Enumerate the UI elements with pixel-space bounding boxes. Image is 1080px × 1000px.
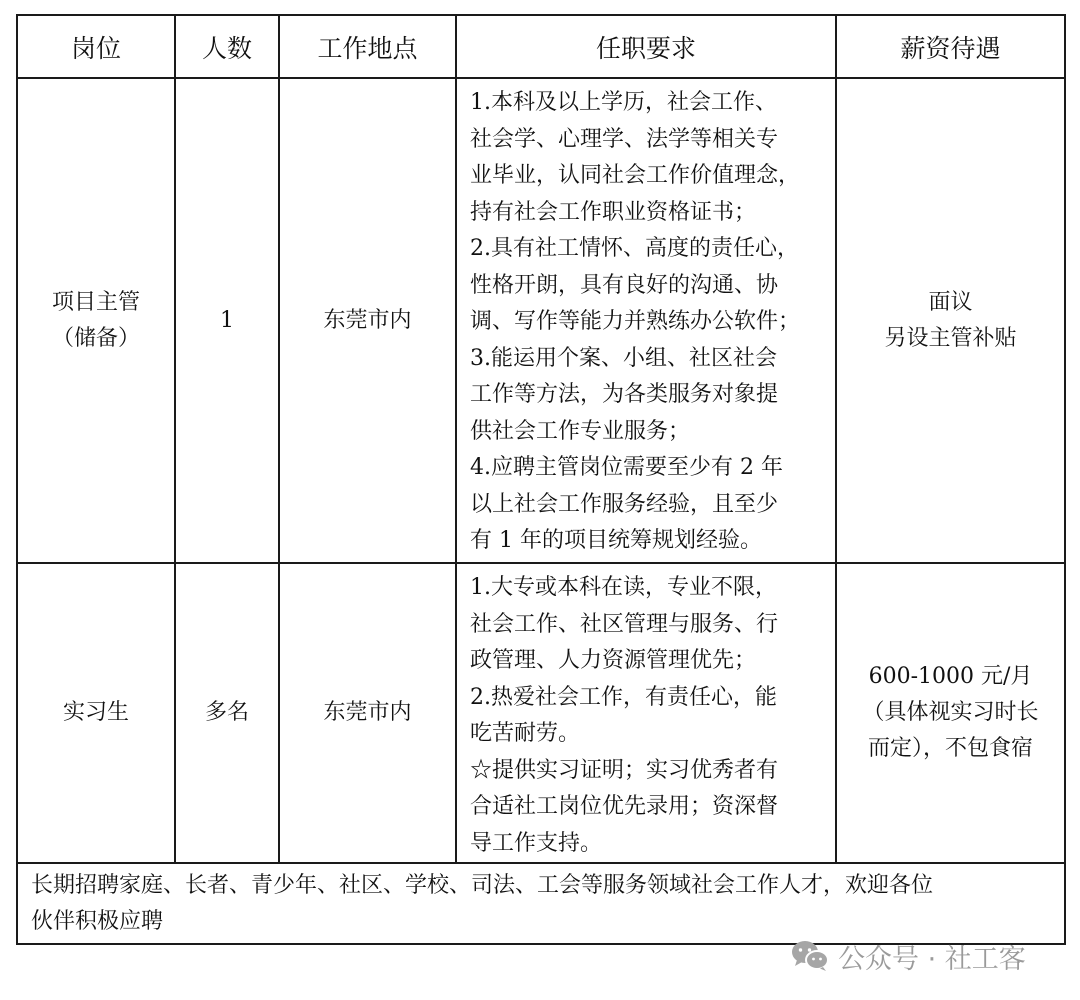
- watermark-text: 公众号 · 社工客: [838, 943, 1026, 975]
- header-count: 人数: [175, 15, 279, 78]
- requirement-line: 社会工作、社区管理与服务、行: [470, 611, 779, 637]
- requirement-line: 供社会工作专业服务；: [470, 418, 691, 444]
- requirement-line: 性格开朗，具有良好的沟通、协: [470, 272, 779, 298]
- table-row: [17, 563, 1065, 863]
- requirement-line: 导工作支持。: [470, 830, 603, 856]
- position-line: 项目主管: [51, 289, 140, 315]
- requirement-line: 1.本科及以上学历，社会工作、: [470, 90, 777, 115]
- position-cell: [17, 563, 175, 863]
- salary-cell: [836, 563, 1065, 863]
- requirement-line: 3.能运用个案、小组、社区社会: [470, 345, 777, 371]
- requirement-line: 吃苦耐劳。: [470, 721, 581, 746]
- requirement-line: 调、写作等能力并熟练办公软件；: [470, 309, 801, 334]
- requirement-line: ☆提供实习证明；实习优秀者有: [470, 757, 779, 783]
- header-position: 岗位: [17, 15, 175, 78]
- requirement-line: 有 1 年的项目统筹规划经验。: [470, 528, 762, 553]
- requirement-line: 2.具有社工情怀、高度的责任心，: [470, 236, 799, 261]
- count-cell: 多名: [175, 563, 279, 863]
- position-cell: [17, 78, 175, 563]
- location-cell: 东莞市内: [279, 563, 456, 863]
- footer-line: 伙伴积极应聘: [31, 908, 164, 934]
- location-cell: 东莞市内: [279, 78, 456, 563]
- header-location: 工作地点: [279, 15, 456, 78]
- table-footer-row: [17, 863, 1065, 944]
- salary-line: （具体视实习时长: [862, 700, 1039, 725]
- requirement-line: 2.热爱社会工作，有责任心，能: [470, 684, 777, 710]
- footer-line: 长期招聘家庭、长者、青少年、社区、学校、司法、工会等服务领域社会工作人才，欢迎各位: [31, 872, 934, 898]
- position-line: （储备）: [51, 325, 140, 351]
- salary-line: 另设主管补贴: [884, 325, 1017, 351]
- watermark: [790, 938, 1026, 974]
- wechat-icon: [790, 939, 830, 973]
- table-row: [17, 78, 1065, 563]
- requirement-line: 持有社会工作职业资格证书；: [470, 199, 757, 225]
- salary-line: 面议: [928, 289, 973, 315]
- requirement-line: 业毕业，认同社会工作价值理念，: [470, 163, 801, 188]
- requirements-cell: [456, 78, 836, 563]
- requirement-line: 政管理、人力资源管理优先；: [470, 648, 757, 673]
- salary-line: 600-1000 元/月: [868, 664, 1033, 689]
- requirement-line: 工作等方法，为各类服务对象提: [470, 382, 779, 407]
- requirements-cell: [456, 563, 836, 863]
- footer-note: [17, 863, 1065, 944]
- position-line: 实习生: [62, 700, 129, 725]
- count-cell: 1: [175, 78, 279, 563]
- salary-cell: [836, 78, 1065, 563]
- requirement-line: 合适社工岗位优先录用；资深督: [470, 794, 779, 819]
- requirement-line: 社会学、心理学、法学等相关专: [470, 126, 779, 152]
- requirement-line: 4.应聘主管岗位需要至少有 2 年: [470, 455, 783, 480]
- header-salary: 薪资待遇: [836, 15, 1065, 78]
- requirement-line: 以上社会工作服务经验，且至少: [470, 491, 779, 517]
- header-requirements: 任职要求: [456, 15, 836, 78]
- recruitment-table: [16, 14, 1066, 945]
- table-header-row: [17, 15, 1065, 78]
- salary-line: 而定），不包食宿: [867, 736, 1033, 761]
- requirement-line: 1.大专或本科在读，专业不限，: [470, 575, 777, 600]
